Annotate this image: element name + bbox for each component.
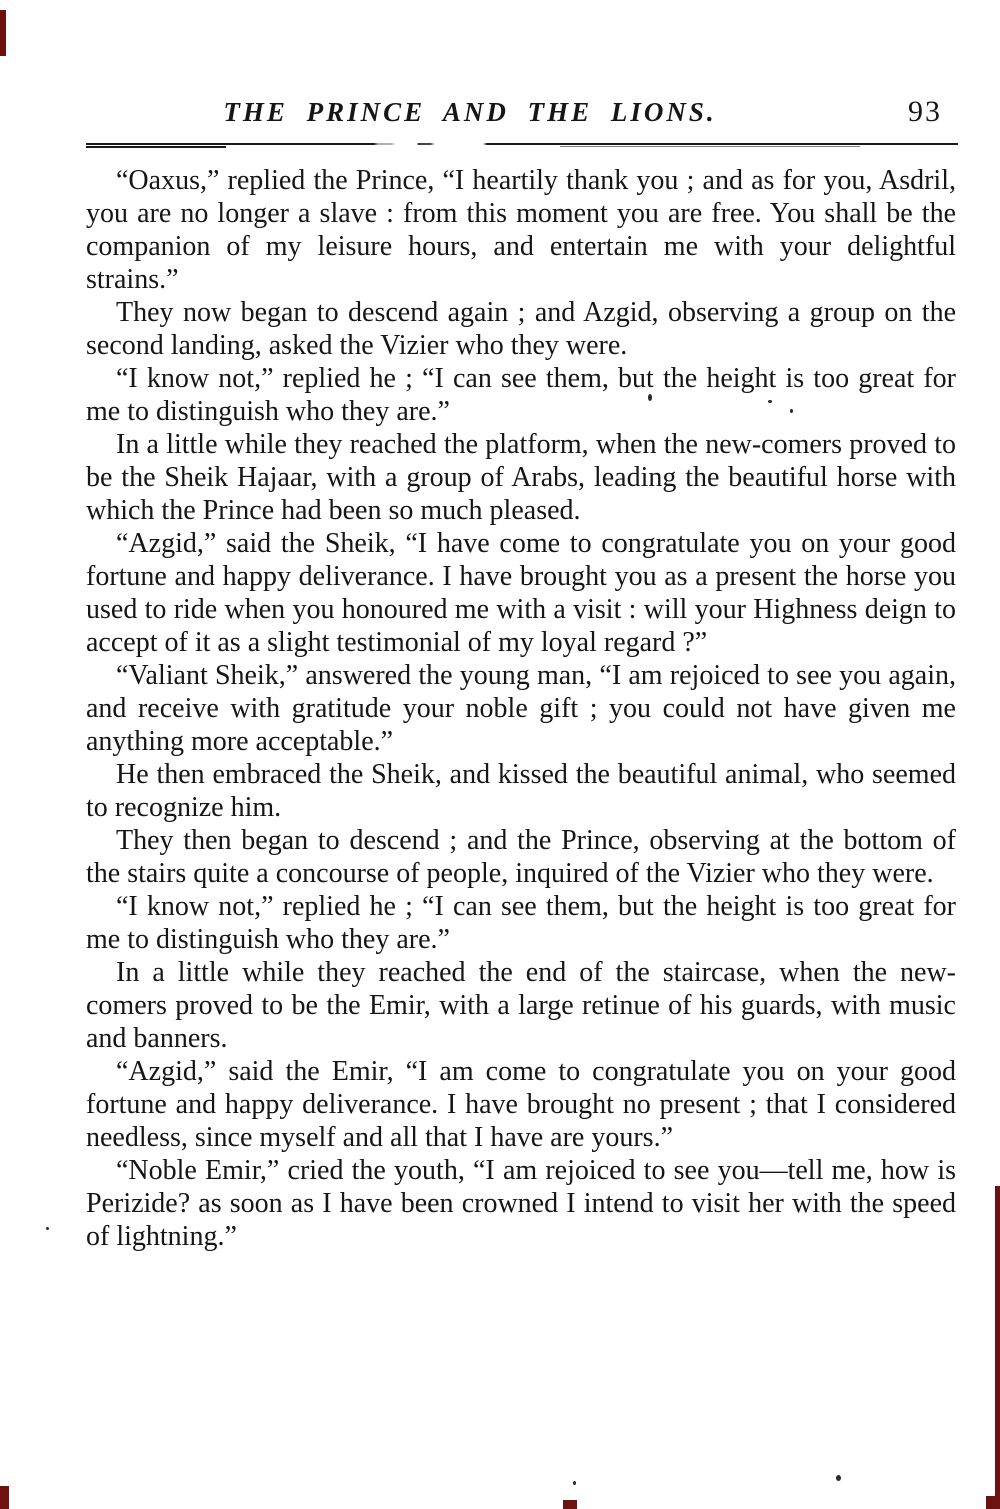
paragraph: “Valiant Sheik,” answered the young man, “I am rejoiced to see you again, and receive with gratitude your noble gift ; you could not have given me anything more acceptable.” [86,660,956,757]
paragraph: In a little while they reached the platform, when the new-comers proved to be the Sheik Hajaar, with a group of Arabs, leading the beautiful horse with which the Prince had been so much pleased. [86,429,956,526]
scan-edge-mark-bottom-center [563,1500,577,1509]
running-head-title: THE PRINCE AND THE LIONS. [223,97,717,127]
paragraph: They now began to descend again ; and Azgid, observing a group on the second landing, asked the Vizier who they were. [86,297,956,361]
paragraph: “I know not,” replied he ; “I can see them, but the height is too great for me to distinguish who they are.” [86,891,956,955]
body-text [86,164,956,1253]
scan-speck [768,400,772,403]
scan-edge-mark-bottom-left [0,1486,9,1509]
scan-speck [648,394,652,401]
paragraph: They then began to descend ; and the Prince, observing at the bottom of the stairs quite a concourse of people, inquired of the Vizier who they were. [86,825,956,889]
header-rule-right-segment [560,146,860,147]
scan-edge-mark-bottom-right [986,1496,1000,1509]
paragraph: “Oaxus,” replied the Prince, “I heartily thank you ; and as for you, Asdril, you are no longer a slave : from this moment you are free. You shall be the companion of my leisure hours, and entertain me with your delightful strains.” [86,165,956,295]
paragraph: He then embraced the Sheik, and kissed the beautiful animal, who seemed to recognize him. [86,759,956,823]
paragraph: “I know not,” replied he ; “I can see them, but the height is too great for me to distinguish who they are.” [86,363,956,427]
paragraph: “Noble Emir,” cried the youth, “I am rejoiced to see you—tell me, how is Perizide? as soon as I have been crowned I intend to visit her with the speed of lightning.” [86,1155,956,1252]
header-rule [86,143,958,145]
paragraph: “Azgid,” said the Emir, “I am come to congratulate you on your good fortune and happy deliverance. I have brought no present ; that I considered needless, since myself and all that I have are yours.” [86,1056,956,1153]
header-rule-left-segment [86,146,226,148]
page-number: 93 [908,95,942,128]
scan-edge-mark-right-line [995,1186,1000,1509]
scan-speck [836,1475,841,1481]
paragraph: In a little while they reached the end of the staircase, when the new-comers proved to be the Emir, with a large retinue of his guards, with music and banners. [86,957,956,1054]
paragraph: “Azgid,” said the Sheik, “I have come to congratulate you on your good fortune and happy deliverance. I have brought you as a present the horse you used to ride when you honoured me with a visit : will your Highness deign to accept of it as a slight testimonial of my loyal regard ?” [86,528,956,658]
scan-edge-mark-top-left [0,10,6,56]
scan-speck [790,409,793,413]
scan-speck [573,1481,576,1485]
scan-speck [46,1227,49,1230]
